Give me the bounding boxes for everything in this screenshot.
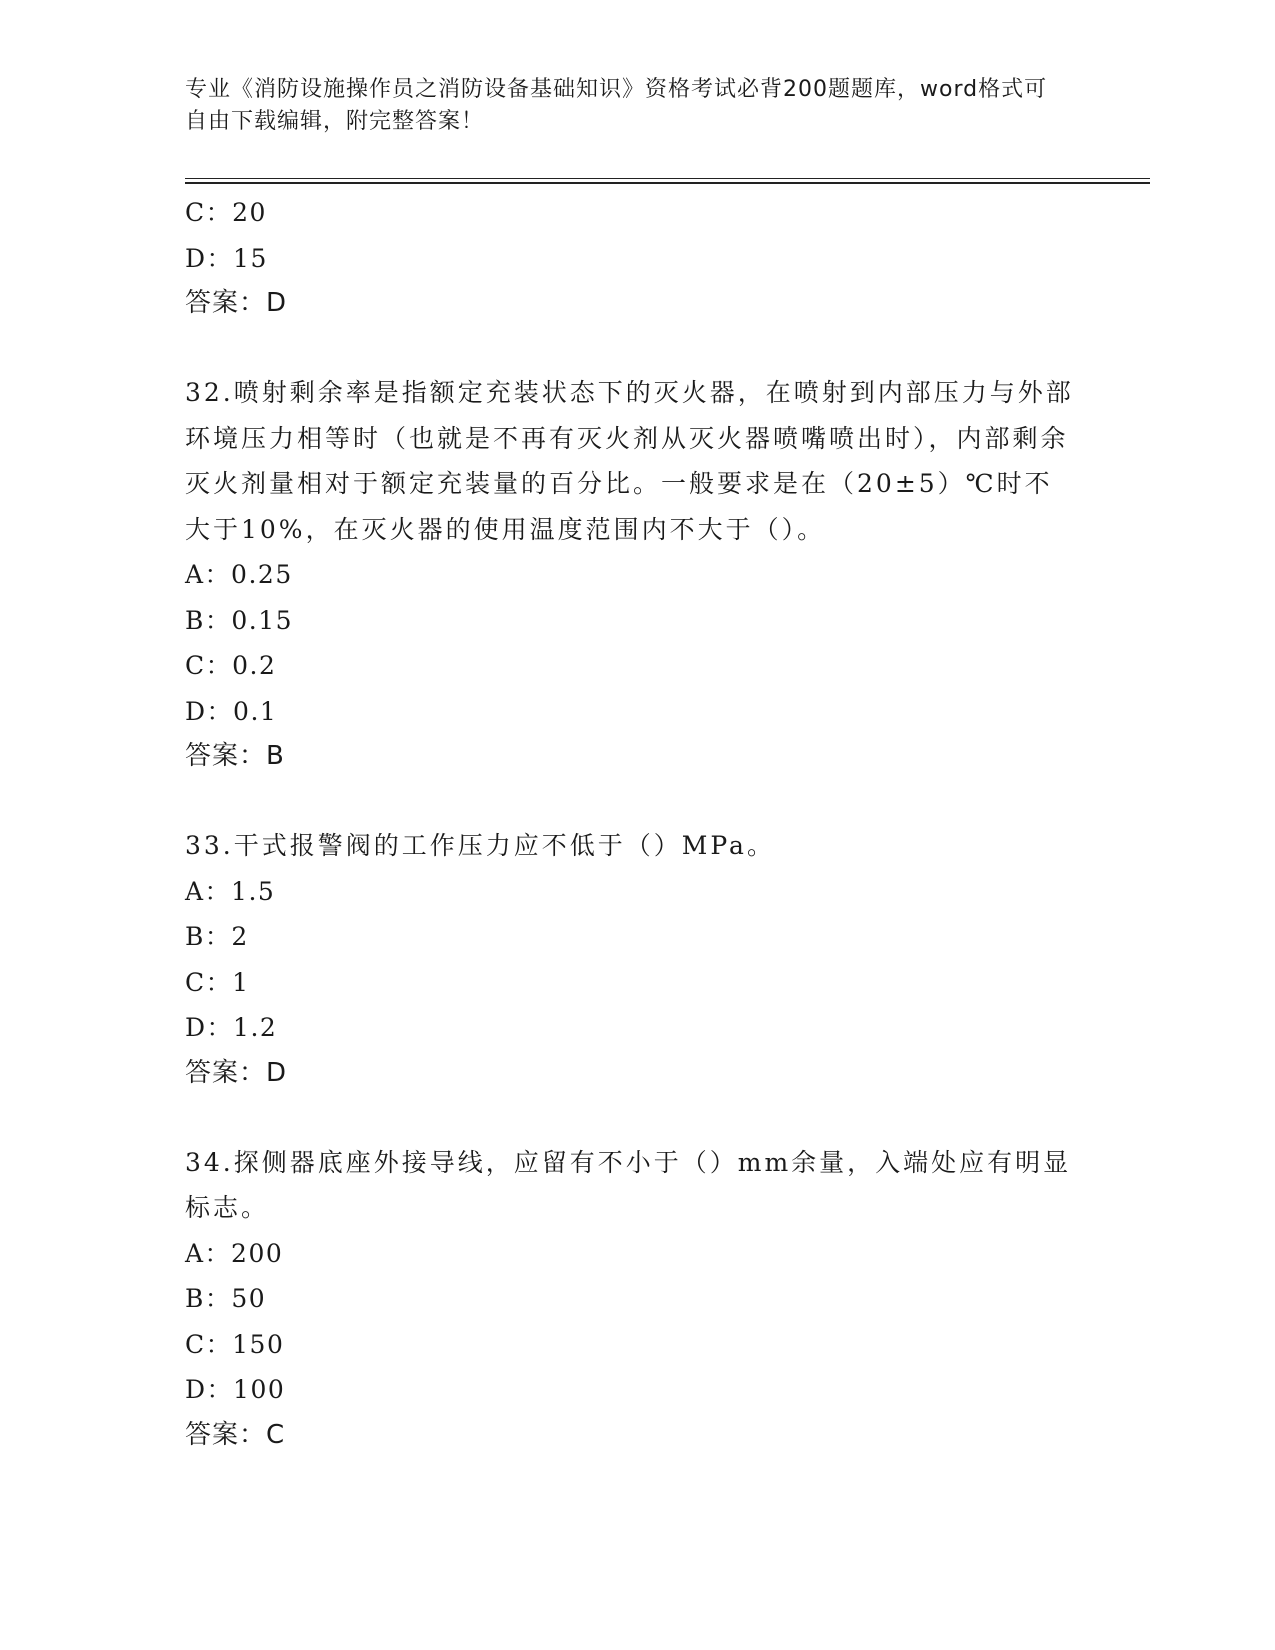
spacer [185,326,1085,370]
option-a: A：0.25 [185,560,293,589]
option-a: A：1.5 [185,876,276,906]
spacer [185,779,1085,823]
question-list [185,190,1085,1458]
option-d: D：1.2 [185,1013,278,1042]
header-divider [185,178,1150,179]
answer: 答案：B [185,741,285,771]
option-c: C：0.2 [185,651,277,680]
answer: 答案：C [185,1419,286,1450]
question-33 [185,823,1085,1096]
answer: 答案：D [185,1057,288,1088]
page-header: 专业《消防设施操作员之消防设备基础知识》资格考试必背200题题库，word格式可自由下载编辑，附完整答案！ [185,77,1048,134]
header-divider-thick [185,182,1150,184]
question-text: 32.喷射剩余率是指额定充装状态下的灭火器，在喷射到内部压力与外部环境压力相等时（也就是不再有灭火剂从灭火器喷嘴喷出时），内部剩余灭火剂量相对于额定充装量的百分比。一般要求是在（20±5）℃时不大于10%，在灭火器的使用温度范围内不大于（）。 [185,378,1074,544]
option-c: C：150 [185,1329,285,1359]
option-b: B：0.15 [185,605,294,635]
option-c: C：1 [185,967,250,997]
spacer [185,1096,1085,1140]
question-31-tail [185,190,1085,326]
option-d: D：100 [185,1375,286,1404]
question-text: 34.探侧器底座外接导线，应留有不小于（）mm余量，入端处应有明显标志。 [185,1147,1072,1222]
option-d: D：0.1 [185,696,278,726]
option-b: B：50 [185,1284,267,1313]
question-34 [185,1140,1085,1458]
answer: 答案：D [185,288,288,318]
option-b: B：2 [185,922,249,951]
question-text: 33.干式报警阀的工作压力应不低于（）MPa。 [185,831,775,860]
question-32 [185,370,1085,779]
option-a: A：200 [185,1238,284,1268]
option-c: C：20 [185,198,267,227]
option-d: D：15 [185,243,268,273]
